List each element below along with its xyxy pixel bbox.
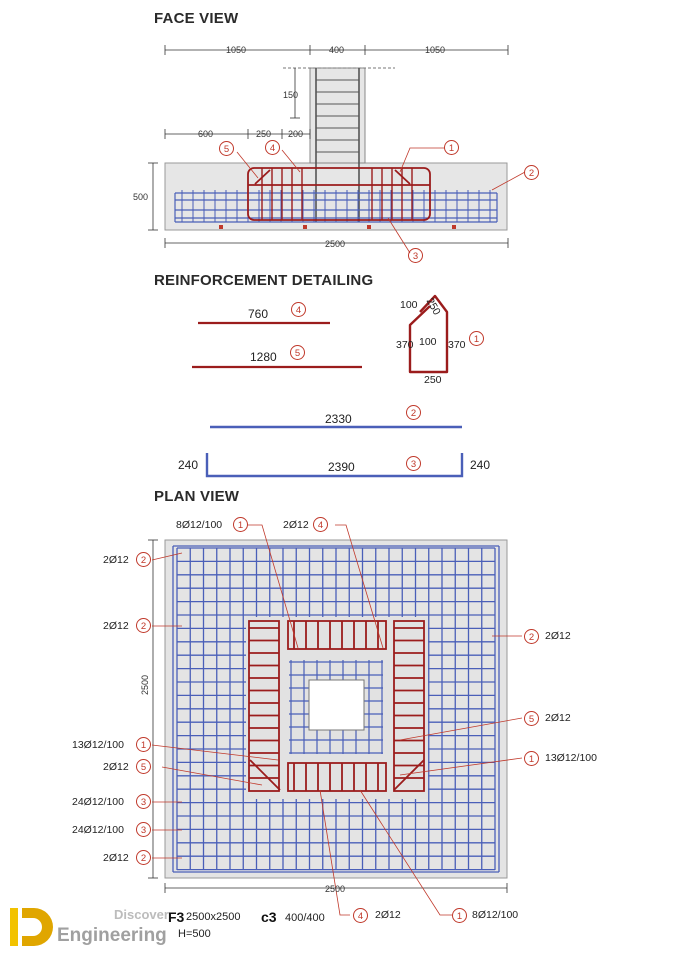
callout-l4-text: 2Ø12 [103, 761, 129, 773]
bar1-diag: 250 [423, 296, 443, 318]
column-label: c3 [261, 909, 277, 925]
callout-b2-text: 8Ø12/100 [472, 909, 519, 921]
callout-l6-mark: 3 [136, 822, 151, 837]
mark-2-face: 2 [524, 165, 539, 180]
bar3-leg-left: 240 [178, 458, 199, 472]
bar2-length: 2330 [325, 412, 352, 426]
footing-size: 2500x2500 [186, 911, 241, 923]
mark-1-face: 1 [444, 140, 459, 155]
dim-500: 500 [133, 192, 149, 202]
mark-5-detail: 5 [290, 345, 305, 360]
callout-l3-mark: 1 [136, 737, 151, 752]
callout-top-a-text: 8Ø12/100 [176, 519, 223, 531]
bar4-length: 760 [248, 307, 269, 321]
callout-l4-mark: 5 [136, 759, 151, 774]
bar1-right: 370 [448, 339, 466, 351]
callout-r3-mark: 1 [524, 751, 539, 766]
mark-5-face: 5 [219, 141, 234, 156]
detailing-drawing [192, 296, 462, 476]
face-view-drawing [148, 45, 525, 253]
callout-r2-mark: 5 [524, 711, 539, 726]
callout-b1-text: 2Ø12 [375, 909, 401, 921]
dim-250: 250 [256, 129, 272, 139]
callout-r2-text: 2Ø12 [545, 712, 571, 724]
detailing-title: REINFORCEMENT DETAILING [154, 272, 374, 289]
callout-top-a-mark: 1 [233, 517, 248, 532]
callout-l7-mark: 2 [136, 850, 151, 865]
plan-view-drawing [148, 525, 522, 915]
dim-right-width: 1050 [425, 45, 446, 55]
callout-b1-mark: 4 [353, 908, 368, 923]
footing-height: H=500 [178, 928, 211, 940]
dim-200: 200 [288, 129, 304, 139]
callout-top-b-text: 2Ø12 [283, 519, 309, 531]
callout-r1-mark: 2 [524, 629, 539, 644]
brand-logo-icon [8, 905, 54, 949]
dim-2500-face: 2500 [325, 239, 346, 249]
mark-1-detail: 1 [469, 331, 484, 346]
bar5-length: 1280 [250, 350, 277, 364]
bar1-top: 100 [400, 299, 418, 311]
footing-prefix: F3 [168, 909, 185, 925]
bar1-bottom: 250 [424, 374, 442, 386]
callout-l3-text: 13Ø12/100 [72, 739, 124, 751]
callout-l5-mark: 3 [136, 794, 151, 809]
column-size: 400/400 [285, 912, 325, 924]
dim-150: 150 [283, 90, 299, 100]
plan-bottom-dim: 2500 [325, 884, 346, 894]
callout-l1-text: 2Ø12 [103, 554, 129, 566]
mark-2-detail: 2 [406, 405, 421, 420]
callout-l1-mark: 2 [136, 552, 151, 567]
brand-bottom: Engineering [57, 925, 167, 946]
mark-4-detail: 4 [291, 302, 306, 317]
brand-top: Discover [114, 907, 169, 922]
bar3-length: 2390 [328, 460, 355, 474]
callout-r1-text: 2Ø12 [545, 630, 571, 642]
mark-4-face: 4 [265, 140, 280, 155]
callout-l7-text: 2Ø12 [103, 852, 129, 864]
callout-b2-mark: 1 [452, 908, 467, 923]
callout-l2-text: 2Ø12 [103, 620, 129, 632]
bar1-inner: 100 [419, 336, 437, 348]
bar3-leg-right: 240 [470, 458, 491, 472]
dim-600: 600 [198, 129, 214, 139]
mark-3-face: 3 [408, 248, 423, 263]
callout-r3-text: 13Ø12/100 [545, 752, 597, 764]
callout-l5-text: 24Ø12/100 [72, 796, 124, 808]
callout-top-b-mark: 4 [313, 517, 328, 532]
callout-l2-mark: 2 [136, 618, 151, 633]
mark-3-detail: 3 [406, 456, 421, 471]
bar1-left: 370 [396, 339, 414, 351]
plan-view-title: PLAN VIEW [154, 488, 240, 505]
column-plan [309, 680, 364, 730]
callout-l6-text: 24Ø12/100 [72, 824, 124, 836]
plan-side-dim: 2500 [140, 674, 150, 695]
dim-column-width: 400 [329, 45, 345, 55]
face-view-title: FACE VIEW [154, 10, 239, 27]
dim-left-width: 1050 [226, 45, 247, 55]
